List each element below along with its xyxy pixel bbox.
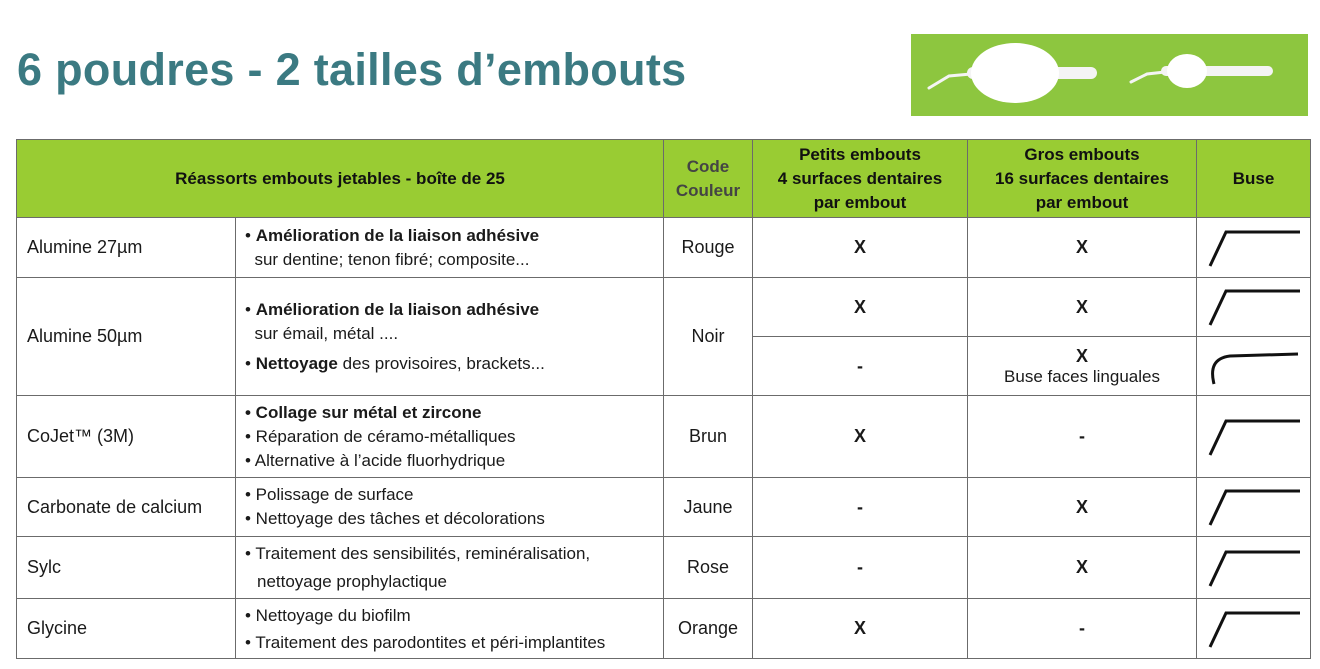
page-title: 6 poudres - 2 tailles d’embouts bbox=[17, 44, 687, 95]
small-tip-mark: X bbox=[753, 599, 968, 659]
powder-name: Alumine 50µm bbox=[17, 278, 236, 396]
powder-name: Carbonate de calcium bbox=[17, 478, 236, 537]
straight-nozzle-icon bbox=[1206, 415, 1302, 459]
color-code: Rouge bbox=[664, 218, 753, 278]
large-tip-mark: X bbox=[968, 278, 1197, 337]
lingual-nozzle-note: Buse faces linguales bbox=[1004, 366, 1160, 386]
powder-description: • Polissage de surface • Nettoyage des tâches et décolorations bbox=[236, 478, 664, 537]
table-row bbox=[17, 278, 1311, 337]
large-tip-mark: X bbox=[968, 537, 1197, 599]
large-tip-mark: X bbox=[968, 478, 1197, 537]
table-header-row bbox=[17, 140, 1311, 218]
nozzle-cell bbox=[1197, 599, 1311, 659]
table-row bbox=[17, 396, 1311, 478]
small-tip-mark: X bbox=[753, 396, 968, 478]
small-tip-mark: X bbox=[753, 218, 968, 278]
nozzle-cell bbox=[1197, 478, 1311, 537]
large-tip-mark: - bbox=[968, 599, 1197, 659]
header-large-tips: Gros embouts 16 surfaces dentaires par embout bbox=[968, 140, 1197, 218]
nozzle-cell bbox=[1197, 337, 1311, 396]
straight-nozzle-icon bbox=[1206, 226, 1302, 270]
curved-nozzle-icon bbox=[1206, 344, 1302, 388]
nozzle-cell bbox=[1197, 396, 1311, 478]
small-tip-mark: X bbox=[753, 278, 968, 337]
product-table bbox=[16, 139, 1311, 659]
powder-name: CoJet™ (3M) bbox=[17, 396, 236, 478]
nozzle-cell bbox=[1197, 218, 1311, 278]
table-row bbox=[17, 478, 1311, 537]
straight-nozzle-icon bbox=[1206, 485, 1302, 529]
disposable-tips-image bbox=[911, 34, 1308, 116]
table-row bbox=[17, 537, 1311, 599]
small-tip-mark: - bbox=[753, 337, 968, 396]
nozzle-cell bbox=[1197, 537, 1311, 599]
powder-description: • Collage sur métal et zircone • Réparation de céramo-métalliques • Alternative à l’acide fluorhydrique bbox=[236, 396, 664, 478]
color-code: Noir bbox=[664, 278, 753, 396]
header-nozzle: Buse bbox=[1197, 140, 1311, 218]
straight-nozzle-icon bbox=[1206, 607, 1302, 651]
large-tip-mark: X bbox=[968, 218, 1197, 278]
header-color-code: Code Couleur bbox=[664, 140, 753, 218]
table-row bbox=[17, 599, 1311, 659]
small-tip-mark: - bbox=[753, 537, 968, 599]
powder-name: Sylc bbox=[17, 537, 236, 599]
nozzle-cell bbox=[1197, 278, 1311, 337]
powder-description: • Nettoyage du biofilm • Traitement des parodontites et péri-implantites bbox=[236, 599, 664, 659]
straight-nozzle-icon bbox=[1206, 285, 1302, 329]
color-code: Brun bbox=[664, 396, 753, 478]
header-product: Réassorts embouts jetables - boîte de 25 bbox=[17, 140, 664, 218]
straight-nozzle-icon bbox=[1206, 546, 1302, 590]
powder-description: • Amélioration de la liaison adhésive sur dentine; tenon fibré; composite... bbox=[236, 218, 664, 278]
powder-name: Alumine 27µm bbox=[17, 218, 236, 278]
powder-description: • Traitement des sensibilités, reminéralisation, nettoyage prophylactique bbox=[236, 537, 664, 599]
powder-name: Glycine bbox=[17, 599, 236, 659]
color-code: Rose bbox=[664, 537, 753, 599]
powder-description: • Amélioration de la liaison adhésive sur émail, métal .... • Nettoyage des provisoires, brackets... bbox=[236, 278, 664, 396]
large-tip-mark: X Buse faces linguales bbox=[968, 337, 1197, 396]
color-code: Orange bbox=[664, 599, 753, 659]
large-tip-mark: - bbox=[968, 396, 1197, 478]
header-small-tips: Petits embouts 4 surfaces dentaires par embout bbox=[753, 140, 968, 218]
tips-product-photo bbox=[911, 34, 1308, 116]
table-row bbox=[17, 218, 1311, 278]
small-tip-mark: - bbox=[753, 478, 968, 537]
color-code: Jaune bbox=[664, 478, 753, 537]
